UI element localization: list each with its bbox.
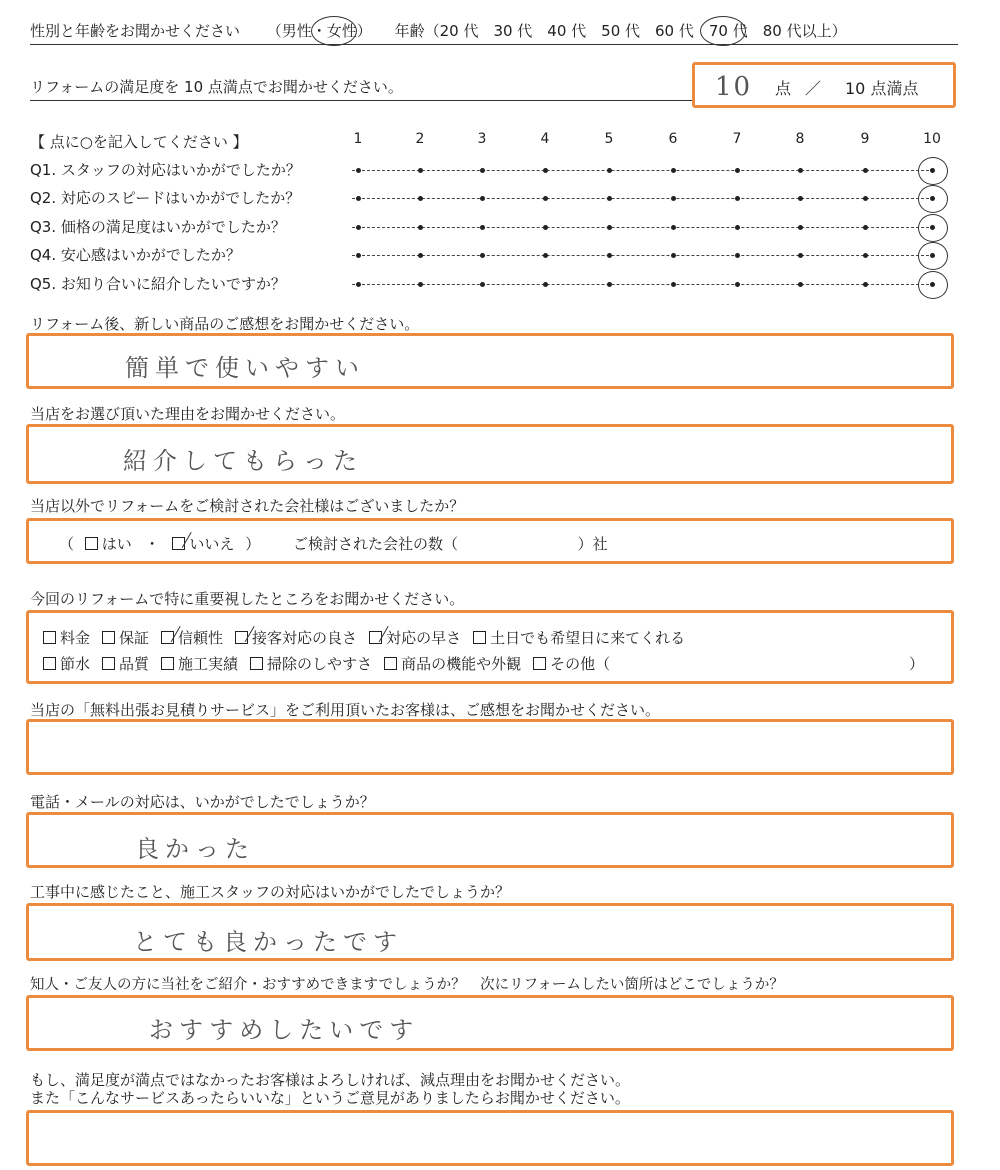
other-companies-question: 当店以外でリフォームをご検討された会社様はございましたか？ <box>30 497 465 515</box>
priority-row2-label-6: その他（ <box>550 655 611 673</box>
age-selection-circle <box>700 16 746 46</box>
construction-question: 工事中に感じたこと、施工スタッフの対応はいかがでしたでしょうか？ <box>30 883 511 901</box>
rating-point-q4-5[interactable] <box>607 253 612 258</box>
scale-number-6: 6 <box>668 131 678 147</box>
rating-point-q5-6[interactable] <box>671 282 676 287</box>
priority-row2-option-1[interactable] <box>43 653 90 674</box>
estimate-service-question: 当店の「無料出張お見積りサービス」をご利用頂いたお客様は、ご感想をお聞かせください。 <box>30 701 661 719</box>
priority-row1-label-1: 料金 <box>60 629 91 647</box>
priorities-close-paren: ） <box>909 655 925 673</box>
rating-selection-circle-q1 <box>918 157 948 185</box>
priority-row2-label-4: 掃除のしやすさ <box>267 655 373 673</box>
rating-line-2 <box>352 198 934 199</box>
rating-point-q5-3[interactable] <box>480 282 485 287</box>
company-count-label: ご検討された会社の数（ <box>292 535 458 553</box>
rating-point-q5-1[interactable] <box>356 282 361 287</box>
priority-row2-option-3[interactable] <box>161 653 238 674</box>
rating-question-5: Q5. お知り合いに紹介したいですか？ <box>30 275 286 293</box>
rating-point-q2-5[interactable] <box>607 196 612 201</box>
rating-point-q1-2[interactable] <box>418 168 423 173</box>
priority-row2-checkbox-6[interactable] <box>533 657 546 670</box>
company-count-suffix: ）社 <box>577 535 608 553</box>
rating-point-q3-9[interactable] <box>863 225 868 230</box>
rating-selection-circle-q4 <box>918 242 948 270</box>
rating-point-q5-4[interactable] <box>543 282 548 287</box>
priority-row1-option-1[interactable] <box>43 627 90 648</box>
rating-line-4 <box>352 255 934 256</box>
priority-row2-option-6[interactable] <box>533 653 610 674</box>
rating-point-q4-1[interactable] <box>356 253 361 258</box>
score-unit: 点 <box>775 79 792 98</box>
scale-number-7: 7 <box>732 131 742 147</box>
rating-line-3 <box>352 227 934 228</box>
reason-answer: 紹介してもらった <box>123 447 363 475</box>
reason-answer-box[interactable] <box>26 424 954 484</box>
priority-row1-label-2: 保証 <box>119 629 150 647</box>
rating-point-q2-3[interactable] <box>480 196 485 201</box>
rating-point-q1-5[interactable] <box>607 168 612 173</box>
impression-answer-box[interactable] <box>26 333 954 389</box>
rating-point-q3-7[interactable] <box>735 225 740 230</box>
rating-point-q5-9[interactable] <box>863 282 868 287</box>
improvement-question-line2: また「こんなサービスあったらいいな」というご意見がありましたらお聞かせください。 <box>30 1089 630 1107</box>
priority-row2-checkbox-2[interactable] <box>102 657 115 670</box>
rating-selection-circle-q2 <box>918 185 948 213</box>
priority-row2-checkbox-4[interactable] <box>250 657 263 670</box>
satisfaction-score-value: 10 <box>715 72 753 102</box>
priority-row1-checkbox-3[interactable] <box>161 631 174 644</box>
scale-number-9: 9 <box>860 131 870 147</box>
recommend-answer: おすすめしたいです <box>149 1016 420 1044</box>
phone-mail-answer: 良かった <box>135 835 255 863</box>
recommend-answer-box[interactable] <box>26 995 954 1051</box>
rating-point-q5-2[interactable] <box>418 282 423 287</box>
priority-row2-checkbox-5[interactable] <box>384 657 397 670</box>
rating-point-q3-1[interactable] <box>356 225 361 230</box>
scale-number-4: 4 <box>540 131 550 147</box>
priority-row2-label-5: 商品の機能や外観 <box>401 655 522 673</box>
rating-point-q5-8[interactable] <box>798 282 803 287</box>
scale-number-1: 1 <box>353 131 363 147</box>
phone-mail-answer-box[interactable] <box>26 812 954 868</box>
rating-point-q4-4[interactable] <box>543 253 548 258</box>
rating-line-5 <box>352 284 934 285</box>
rating-point-q2-7[interactable] <box>735 196 740 201</box>
rating-point-q2-4[interactable] <box>543 196 548 201</box>
reason-question: 当店をお選び頂いた理由をお聞かせください。 <box>30 405 346 423</box>
score-separator: ／ <box>805 79 822 98</box>
rating-point-q3-2[interactable] <box>418 225 423 230</box>
rating-point-q4-7[interactable] <box>735 253 740 258</box>
rating-point-q2-9[interactable] <box>863 196 868 201</box>
scale-number-5: 5 <box>604 131 614 147</box>
priorities-question: 今回のリフォームで特に重要視したところをお聞かせください。 <box>30 590 465 608</box>
priority-row1-label-5: 対応の早さ <box>386 629 462 647</box>
impression-answer: 簡単で使いやすい <box>125 354 365 382</box>
priority-row1-checkbox-5[interactable] <box>369 631 382 644</box>
no-checkbox[interactable] <box>172 537 185 550</box>
priority-row1-checkbox-4[interactable] <box>235 631 248 644</box>
priority-row2-label-3: 施工実績 <box>178 655 239 673</box>
rating-question-3: Q3. 価格の満足度はいかがでしたか？ <box>30 218 286 236</box>
rating-point-q3-8[interactable] <box>798 225 803 230</box>
scale-number-3: 3 <box>477 131 487 147</box>
priority-row2-checkbox-1[interactable] <box>43 657 56 670</box>
rating-point-q3-6[interactable] <box>671 225 676 230</box>
priorities-row-1 <box>43 627 697 648</box>
gender-options: （男性・女性） <box>266 22 372 40</box>
rating-point-q4-6[interactable] <box>671 253 676 258</box>
impression-question: リフォーム後、新しい商品のご感想をお聞かせください。 <box>30 315 420 333</box>
gender-age-label: 性別と年齢をお聞かせください <box>30 22 241 40</box>
priority-row1-label-6: 土日でも希望日に来てくれる <box>490 629 686 647</box>
rating-question-2: Q2. 対応のスピードはいかがでしたか？ <box>30 189 301 207</box>
gender-selection-circle <box>311 16 357 46</box>
scale-number-8: 8 <box>795 131 805 147</box>
rating-point-q3-4[interactable] <box>543 225 548 230</box>
priority-row1-option-5[interactable] <box>369 627 461 648</box>
rating-point-q2-2[interactable] <box>418 196 423 201</box>
rating-point-q3-3[interactable] <box>480 225 485 230</box>
rating-point-q1-8[interactable] <box>798 168 803 173</box>
priority-row1-checkbox-6[interactable] <box>473 631 486 644</box>
no-option[interactable]: いいえ <box>172 535 234 553</box>
priority-row1-label-3: 信頼性 <box>178 629 224 647</box>
age-options: 年齢（20 代 30 代 40 代 50 代 60 代 70 代 80 代以上） <box>394 22 847 40</box>
rating-point-q1-1[interactable] <box>356 168 361 173</box>
rating-point-q4-8[interactable] <box>798 253 803 258</box>
priority-row2-option-4[interactable] <box>250 653 372 674</box>
priority-row1-option-2[interactable] <box>102 627 149 648</box>
rating-selection-circle-q5 <box>918 271 948 299</box>
priority-row1-label-4: 接客対応の良さ <box>252 629 358 647</box>
priority-row2-option-2[interactable] <box>102 653 149 674</box>
rating-instruction: 【 点に○を記入してください 】 <box>30 133 248 151</box>
satisfaction-score-box[interactable] <box>692 62 956 108</box>
estimate-service-answer-box[interactable] <box>26 719 954 775</box>
priority-row1-option-4[interactable] <box>235 627 357 648</box>
scale-number-2: 2 <box>415 131 425 147</box>
rating-point-q1-4[interactable] <box>543 168 548 173</box>
rating-point-q1-6[interactable] <box>671 168 676 173</box>
yes-checkbox[interactable] <box>85 537 98 550</box>
improvement-answer-box[interactable] <box>26 1110 954 1166</box>
priority-row1-checkbox-2[interactable] <box>102 631 115 644</box>
rating-point-q4-3[interactable] <box>480 253 485 258</box>
priority-row2-option-5[interactable] <box>384 653 521 674</box>
satisfaction-question: リフォームの満足度を 10 点満点でお聞かせください。 <box>30 78 403 96</box>
rating-point-q1-9[interactable] <box>863 168 868 173</box>
rating-line-1 <box>352 170 934 171</box>
rating-point-q1-7[interactable] <box>735 168 740 173</box>
rating-point-q4-9[interactable] <box>863 253 868 258</box>
scale-number-10: 10 <box>923 131 941 147</box>
header-rule <box>30 44 958 45</box>
rating-question-4: Q4. 安心感はいかがでしたか？ <box>30 246 241 264</box>
open-paren: （ <box>59 535 75 553</box>
priority-row2-label-1: 節水 <box>60 655 91 673</box>
recommend-question: 知人・ご友人の方に当社をご紹介・おすすめできますでしょうか？ 次にリフォームしたい箇所はどこでしょうか？ <box>30 977 784 993</box>
priority-row2-label-2: 品質 <box>119 655 150 673</box>
score-max-label: 10 点満点 <box>845 79 919 98</box>
rating-point-q2-8[interactable] <box>798 196 803 201</box>
rating-point-q2-6[interactable] <box>671 196 676 201</box>
priority-row1-checkbox-1[interactable] <box>43 631 56 644</box>
priorities-row-2 <box>43 653 622 674</box>
rating-point-q5-5[interactable] <box>607 282 612 287</box>
satisfaction-rule <box>30 100 692 101</box>
construction-answer: とても良かったです <box>133 928 403 956</box>
construction-answer-box[interactable] <box>26 903 954 961</box>
improvement-question-line1: もし、満足度が満点ではなかったお客様はよろしければ、減点理由をお聞かせください。 <box>30 1071 631 1089</box>
rating-selection-circle-q3 <box>918 214 948 242</box>
close-paren: ） <box>245 535 261 553</box>
phone-mail-question: 電話・メールの対応は、いかがでしたでしょうか？ <box>30 793 375 811</box>
rating-point-q1-3[interactable] <box>480 168 485 173</box>
rating-question-1: Q1. スタッフの対応はいかがでしたか？ <box>30 161 301 179</box>
rating-point-q5-7[interactable] <box>735 282 740 287</box>
rating-point-q4-2[interactable] <box>418 253 423 258</box>
priority-row1-option-3[interactable] <box>161 627 223 648</box>
other-companies-box <box>26 518 954 564</box>
separator-dot: ・ <box>144 535 160 553</box>
priority-row2-checkbox-3[interactable] <box>161 657 174 670</box>
priority-row1-option-6[interactable] <box>473 627 685 648</box>
priorities-box <box>26 610 954 684</box>
rating-point-q3-5[interactable] <box>607 225 612 230</box>
rating-point-q2-1[interactable] <box>356 196 361 201</box>
yes-option[interactable]: はい <box>85 535 132 553</box>
